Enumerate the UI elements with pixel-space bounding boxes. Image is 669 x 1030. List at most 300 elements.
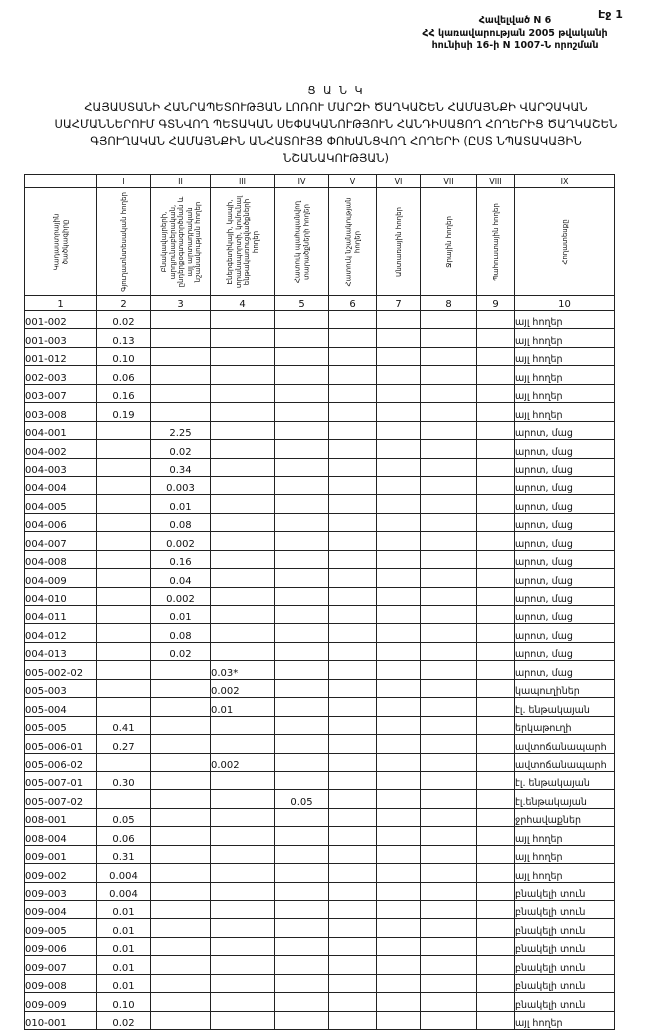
table-row <box>25 864 615 882</box>
cadastral-code: 005-003 <box>25 679 97 697</box>
column-number: 3 <box>151 296 211 311</box>
empty-cell <box>477 698 515 716</box>
empty-cell <box>377 624 421 642</box>
roman-cell: VII <box>421 175 477 188</box>
empty-cell <box>477 440 515 458</box>
area-value: 0.05 <box>275 790 329 808</box>
cadastral-code: 004-007 <box>25 532 97 550</box>
empty-cell <box>151 735 211 753</box>
area-value: 0.01 <box>97 974 151 992</box>
empty-cell <box>421 495 477 513</box>
empty-cell <box>329 679 377 697</box>
column-number: 4 <box>211 296 275 311</box>
cadastral-code: 005-007-01 <box>25 771 97 789</box>
area-value: 0.10 <box>97 347 151 365</box>
empty-cell <box>275 403 329 421</box>
area-value: 0.10 <box>97 993 151 1011</box>
empty-cell <box>377 458 421 476</box>
column-number: 10 <box>515 296 615 311</box>
empty-cell <box>151 347 211 365</box>
appendix-header <box>400 15 630 53</box>
empty-cell <box>275 624 329 642</box>
area-value: 0.30 <box>97 771 151 789</box>
area-value: 0.06 <box>97 366 151 384</box>
area-value: 0.004 <box>97 864 151 882</box>
empty-cell <box>421 606 477 624</box>
empty-cell <box>275 458 329 476</box>
empty-cell <box>329 347 377 365</box>
cadastral-code: 004-008 <box>25 550 97 568</box>
cadastral-code: 004-003 <box>25 458 97 476</box>
land-type: այլ հողեր <box>515 384 615 402</box>
empty-cell <box>377 421 421 439</box>
table-row <box>25 901 615 919</box>
empty-cell <box>151 790 211 808</box>
empty-cell <box>275 421 329 439</box>
empty-cell <box>97 421 151 439</box>
empty-cell <box>377 735 421 753</box>
table-row <box>25 329 615 347</box>
empty-cell <box>211 716 275 734</box>
empty-cell <box>211 808 275 826</box>
empty-cell <box>211 790 275 808</box>
empty-cell <box>275 366 329 384</box>
area-value: 2.25 <box>151 421 211 439</box>
cadastral-code: 008-004 <box>25 827 97 845</box>
empty-cell <box>329 458 377 476</box>
land-type: արոտ, մաց <box>515 587 615 605</box>
area-value: 0.41 <box>97 716 151 734</box>
land-type: բնակելի տուն <box>515 919 615 937</box>
column-number: 9 <box>477 296 515 311</box>
empty-cell <box>275 329 329 347</box>
land-type: բնակելի տուն <box>515 937 615 955</box>
land-type: արոտ, մաց <box>515 440 615 458</box>
table-row <box>25 366 615 384</box>
land-type: արոտ, մաց <box>515 532 615 550</box>
table-row <box>25 532 615 550</box>
empty-cell <box>97 642 151 660</box>
table-row <box>25 569 615 587</box>
empty-cell <box>377 753 421 771</box>
empty-cell <box>377 790 421 808</box>
empty-cell <box>329 569 377 587</box>
empty-cell <box>275 384 329 402</box>
empty-cell <box>421 753 477 771</box>
empty-cell <box>377 642 421 660</box>
empty-cell <box>421 1011 477 1029</box>
cadastral-code: 009-008 <box>25 974 97 992</box>
empty-cell <box>477 569 515 587</box>
empty-cell <box>329 587 377 605</box>
empty-cell <box>477 532 515 550</box>
table-row <box>25 698 615 716</box>
land-type: արոտ, մաց <box>515 458 615 476</box>
empty-cell <box>377 347 421 365</box>
empty-cell <box>329 771 377 789</box>
land-type: արոտ, մաց <box>515 476 615 494</box>
empty-cell <box>377 403 421 421</box>
roman-cell: VI <box>377 175 421 188</box>
empty-cell <box>421 974 477 992</box>
header-land-type: Հողատեսքը <box>515 188 615 296</box>
empty-cell <box>329 790 377 808</box>
table-row <box>25 679 615 697</box>
empty-cell <box>377 366 421 384</box>
empty-cell <box>421 329 477 347</box>
empty-cell <box>421 716 477 734</box>
area-value: 0.06 <box>97 827 151 845</box>
empty-cell <box>329 993 377 1011</box>
empty-cell <box>151 1011 211 1029</box>
empty-cell <box>421 458 477 476</box>
empty-cell <box>329 864 377 882</box>
empty-cell <box>275 532 329 550</box>
table-row <box>25 771 615 789</box>
land-type: բնակելի տուն <box>515 993 615 1011</box>
empty-cell <box>377 587 421 605</box>
empty-cell <box>211 587 275 605</box>
cadastral-code: 001-012 <box>25 347 97 365</box>
empty-cell <box>211 384 275 402</box>
land-type: արոտ, մաց <box>515 569 615 587</box>
empty-cell <box>477 864 515 882</box>
empty-cell <box>377 882 421 900</box>
empty-cell <box>421 440 477 458</box>
empty-cell <box>211 513 275 531</box>
land-type: կապուղիներ <box>515 679 615 697</box>
area-value: 0.01 <box>211 698 275 716</box>
empty-cell <box>421 937 477 955</box>
area-value: 0.08 <box>151 513 211 531</box>
empty-cell <box>97 587 151 605</box>
empty-cell <box>151 808 211 826</box>
area-value: 0.02 <box>151 642 211 660</box>
land-type: այլ հողեր <box>515 845 615 863</box>
empty-cell <box>377 311 421 329</box>
land-type: ավտոճանապարհ <box>515 735 615 753</box>
empty-cell <box>329 845 377 863</box>
area-value: 0.13 <box>97 329 151 347</box>
empty-cell <box>329 937 377 955</box>
area-value: 0.04 <box>151 569 211 587</box>
empty-cell <box>97 440 151 458</box>
roman-cell: V <box>329 175 377 188</box>
page-number: Էջ 1 <box>598 8 623 21</box>
land-type: բնակելի տուն <box>515 882 615 900</box>
empty-cell <box>477 311 515 329</box>
empty-cell <box>211 735 275 753</box>
cadastral-code: 005-006-01 <box>25 735 97 753</box>
land-type: արոտ, մաց <box>515 421 615 439</box>
empty-cell <box>275 679 329 697</box>
empty-cell <box>329 901 377 919</box>
roman-numerals-row <box>25 175 615 188</box>
empty-cell <box>421 366 477 384</box>
empty-cell <box>151 937 211 955</box>
empty-cell <box>477 347 515 365</box>
column-number: 5 <box>275 296 329 311</box>
area-value: 0.19 <box>97 403 151 421</box>
cadastral-code: 003-007 <box>25 384 97 402</box>
title-line-3: ՍԱՀՄԱՆՆԵՐՈՒՄ ԳՏՆՎՈՂ ՊԵՏԱԿԱՆ ՍԵՓԱԿԱՆՈՒԹՅՈՒՆ ՀԱՆԴԻՍԱՑՈՂ ՀՈՂԵՐԻՑ ԾԱՂԿԱՇԵՆ <box>54 117 618 131</box>
appendix-decision: հունիսի 16-ի N 1007-Ն որոշման <box>431 40 599 51</box>
empty-cell <box>377 679 421 697</box>
empty-cell <box>421 735 477 753</box>
empty-cell <box>477 329 515 347</box>
empty-cell <box>377 956 421 974</box>
empty-cell <box>211 440 275 458</box>
land-type: արոտ, մաց <box>515 642 615 660</box>
empty-cell <box>211 974 275 992</box>
land-type: երկաթուղի <box>515 716 615 734</box>
empty-cell <box>151 993 211 1011</box>
empty-cell <box>477 993 515 1011</box>
area-value: 0.01 <box>97 901 151 919</box>
empty-cell <box>151 864 211 882</box>
empty-cell <box>151 901 211 919</box>
empty-cell <box>329 974 377 992</box>
cadastral-code: 010-001 <box>25 1011 97 1029</box>
empty-cell <box>275 901 329 919</box>
empty-cell <box>151 974 211 992</box>
empty-cell <box>329 661 377 679</box>
empty-cell <box>477 716 515 734</box>
cadastral-code: 004-009 <box>25 569 97 587</box>
cadastral-code: 009-002 <box>25 864 97 882</box>
table-row <box>25 956 615 974</box>
empty-cell <box>97 624 151 642</box>
area-value: 0.01 <box>151 606 211 624</box>
empty-cell <box>275 311 329 329</box>
cadastral-code: 004-011 <box>25 606 97 624</box>
empty-cell <box>377 569 421 587</box>
empty-cell <box>421 808 477 826</box>
empty-cell <box>421 771 477 789</box>
empty-cell <box>211 421 275 439</box>
table-row <box>25 919 615 937</box>
area-value: 0.31 <box>97 845 151 863</box>
appendix-number: Հավելված N 6 <box>478 15 552 26</box>
empty-cell <box>377 384 421 402</box>
empty-cell <box>275 569 329 587</box>
cadastral-code: 004-004 <box>25 476 97 494</box>
header-agricultural: Գյուղատնտեսական հողեր <box>97 188 151 296</box>
table-row <box>25 495 615 513</box>
column-number: 6 <box>329 296 377 311</box>
land-type: այլ հողեր <box>515 864 615 882</box>
cadastral-code: 004-006 <box>25 513 97 531</box>
empty-cell <box>477 384 515 402</box>
roman-cell: VIII <box>477 175 515 188</box>
empty-cell <box>275 606 329 624</box>
empty-cell <box>377 440 421 458</box>
empty-cell <box>477 513 515 531</box>
empty-cell <box>211 311 275 329</box>
empty-cell <box>377 513 421 531</box>
area-value: 0.08 <box>151 624 211 642</box>
empty-cell <box>275 550 329 568</box>
land-table <box>24 174 615 1030</box>
empty-cell <box>211 624 275 642</box>
header-protected: Հատուկ պահպանվող տարածքների հողեր <box>275 188 329 296</box>
empty-cell <box>275 495 329 513</box>
roman-cell: II <box>151 175 211 188</box>
table-row <box>25 845 615 863</box>
land-type: էլ. ենթակայան <box>515 771 615 789</box>
empty-cell <box>211 864 275 882</box>
empty-cell <box>97 753 151 771</box>
roman-cell: IX <box>515 175 615 188</box>
empty-cell <box>97 476 151 494</box>
table-row <box>25 993 615 1011</box>
empty-cell <box>329 329 377 347</box>
empty-cell <box>477 403 515 421</box>
header-special: Հատուկ նշանակության հողեր <box>329 188 377 296</box>
empty-cell <box>477 495 515 513</box>
empty-cell <box>421 384 477 402</box>
land-type: արոտ, մաց <box>515 606 615 624</box>
empty-cell <box>477 790 515 808</box>
empty-cell <box>97 569 151 587</box>
cadastral-code: 005-002-02 <box>25 661 97 679</box>
empty-cell <box>151 403 211 421</box>
empty-cell <box>329 808 377 826</box>
area-value: 0.02 <box>97 1011 151 1029</box>
empty-cell <box>211 495 275 513</box>
empty-cell <box>211 403 275 421</box>
empty-cell <box>377 661 421 679</box>
empty-cell <box>477 735 515 753</box>
empty-cell <box>421 919 477 937</box>
empty-cell <box>421 993 477 1011</box>
table-row <box>25 587 615 605</box>
table-row <box>25 513 615 531</box>
table-row <box>25 808 615 826</box>
table-row <box>25 384 615 402</box>
empty-cell <box>377 827 421 845</box>
empty-cell <box>97 495 151 513</box>
empty-cell <box>377 808 421 826</box>
empty-cell <box>275 771 329 789</box>
cadastral-code: 004-005 <box>25 495 97 513</box>
land-type: այլ հողեր <box>515 329 615 347</box>
column-number: 8 <box>421 296 477 311</box>
column-numbers <box>25 296 615 311</box>
empty-cell <box>151 366 211 384</box>
empty-cell <box>329 919 377 937</box>
area-value: 0.02 <box>97 311 151 329</box>
empty-cell <box>275 440 329 458</box>
empty-cell <box>211 827 275 845</box>
land-type: բնակելի տուն <box>515 901 615 919</box>
cadastral-code: 004-002 <box>25 440 97 458</box>
empty-cell <box>151 716 211 734</box>
header-water: Ջրային հողեր <box>421 188 477 296</box>
empty-cell <box>477 661 515 679</box>
column-number: 2 <box>97 296 151 311</box>
empty-cell <box>275 716 329 734</box>
empty-cell <box>211 771 275 789</box>
cadastral-code: 008-001 <box>25 808 97 826</box>
empty-cell <box>421 421 477 439</box>
area-value: 0.05 <box>97 808 151 826</box>
area-value: 0.27 <box>97 735 151 753</box>
empty-cell <box>377 1011 421 1029</box>
land-type: այլ հողեր <box>515 366 615 384</box>
land-type: արոտ, մաց <box>515 624 615 642</box>
empty-cell <box>477 366 515 384</box>
empty-cell <box>151 384 211 402</box>
table-row <box>25 882 615 900</box>
land-type: արոտ, մաց <box>515 513 615 531</box>
empty-cell <box>329 753 377 771</box>
land-type: այլ հողեր <box>515 1011 615 1029</box>
empty-cell <box>329 882 377 900</box>
table-row <box>25 753 615 771</box>
empty-cell <box>477 845 515 863</box>
empty-cell <box>329 403 377 421</box>
empty-cell <box>329 606 377 624</box>
area-value: 0.002 <box>211 753 275 771</box>
empty-cell <box>377 919 421 937</box>
land-type: բնակելի տուն <box>515 956 615 974</box>
empty-cell <box>477 901 515 919</box>
land-type: էլ. ենթակայան <box>515 698 615 716</box>
cadastral-code: 005-005 <box>25 716 97 734</box>
empty-cell <box>275 753 329 771</box>
empty-cell <box>151 956 211 974</box>
empty-cell <box>211 956 275 974</box>
empty-cell <box>275 919 329 937</box>
empty-cell <box>275 735 329 753</box>
empty-cell <box>211 1011 275 1029</box>
empty-cell <box>211 642 275 660</box>
empty-cell <box>211 882 275 900</box>
empty-cell <box>275 698 329 716</box>
empty-cell <box>329 495 377 513</box>
empty-cell <box>329 624 377 642</box>
cadastral-code: 004-012 <box>25 624 97 642</box>
empty-cell <box>477 919 515 937</box>
land-type: արոտ, մաց <box>515 550 615 568</box>
area-value: 0.16 <box>151 550 211 568</box>
empty-cell <box>97 790 151 808</box>
empty-cell <box>421 661 477 679</box>
land-type: էլ.ենթակայան <box>515 790 615 808</box>
table-row <box>25 827 615 845</box>
empty-cell <box>477 937 515 955</box>
empty-cell <box>329 1011 377 1029</box>
empty-cell <box>421 679 477 697</box>
table-row <box>25 642 615 660</box>
empty-cell <box>151 753 211 771</box>
empty-cell <box>421 476 477 494</box>
empty-cell <box>421 882 477 900</box>
empty-cell <box>477 624 515 642</box>
empty-cell <box>477 679 515 697</box>
empty-cell <box>421 790 477 808</box>
empty-cell <box>421 845 477 863</box>
cadastral-code: 009-007 <box>25 956 97 974</box>
header-energy-transport: Էներգետիկայի, կապի, տրանսպորտի, կոմունալ ենթակառուցվածքների հողեր <box>211 188 275 296</box>
empty-cell <box>421 403 477 421</box>
empty-cell <box>151 329 211 347</box>
empty-cell <box>211 458 275 476</box>
cadastral-code: 009-001 <box>25 845 97 863</box>
empty-cell <box>275 974 329 992</box>
empty-cell <box>377 329 421 347</box>
